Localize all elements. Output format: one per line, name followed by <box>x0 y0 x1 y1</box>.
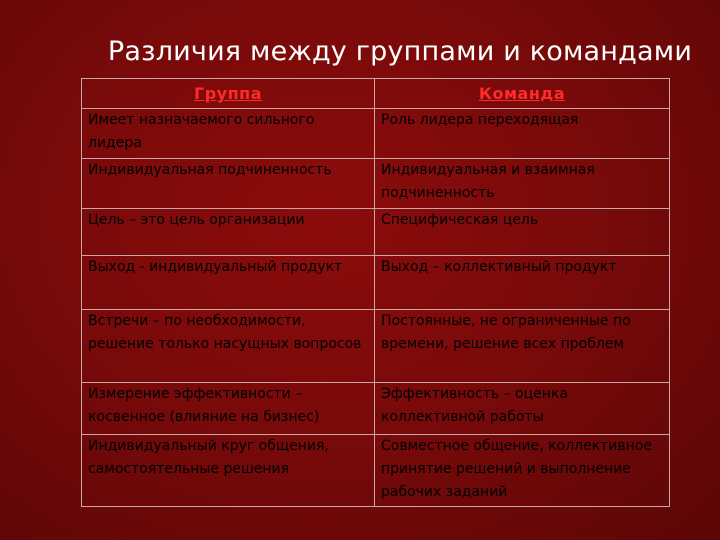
cell-team: Роль лидера переходящая <box>375 109 670 159</box>
cell-group: Индивидуальная подчиненность <box>82 159 375 209</box>
cell-group: Встречи – по необходимости, решение только насущных вопросов <box>82 310 375 383</box>
table-row <box>82 159 670 209</box>
cell-team: Постоянные, не ограниченные по времени, решение всех проблем <box>375 310 670 383</box>
table-row <box>82 109 670 159</box>
header-group: Группа <box>82 79 375 109</box>
table-header-row <box>82 79 670 109</box>
header-team: Команда <box>375 79 670 109</box>
table-row <box>82 435 670 507</box>
cell-group: Индивидуальный круг общения, самостоятельные решения <box>82 435 375 507</box>
cell-group: Цель – это цель организации <box>82 209 375 256</box>
slide-title: Различия между группами и командами <box>107 36 693 67</box>
cell-team: Выход – коллективный продукт <box>375 256 670 310</box>
cell-team: Индивидуальная и взаимная подчиненность <box>375 159 670 209</box>
cell-team: Эффективность – оценка коллективной работы <box>375 383 670 435</box>
cell-group: Имеет назначаемого сильного лидера <box>82 109 375 159</box>
cell-group: Измерение эффективности – косвенное (влияние на бизнес) <box>82 383 375 435</box>
table-row <box>82 383 670 435</box>
comparison-table <box>81 78 670 507</box>
table-row <box>82 256 670 310</box>
table-row <box>82 310 670 383</box>
table-row <box>82 209 670 256</box>
cell-group: Выход - индивидуальный продукт <box>82 256 375 310</box>
cell-team: Совместное общение, коллективное принятие решений и выполнение рабочих заданий <box>375 435 670 507</box>
cell-team: Специфическая цель <box>375 209 670 256</box>
